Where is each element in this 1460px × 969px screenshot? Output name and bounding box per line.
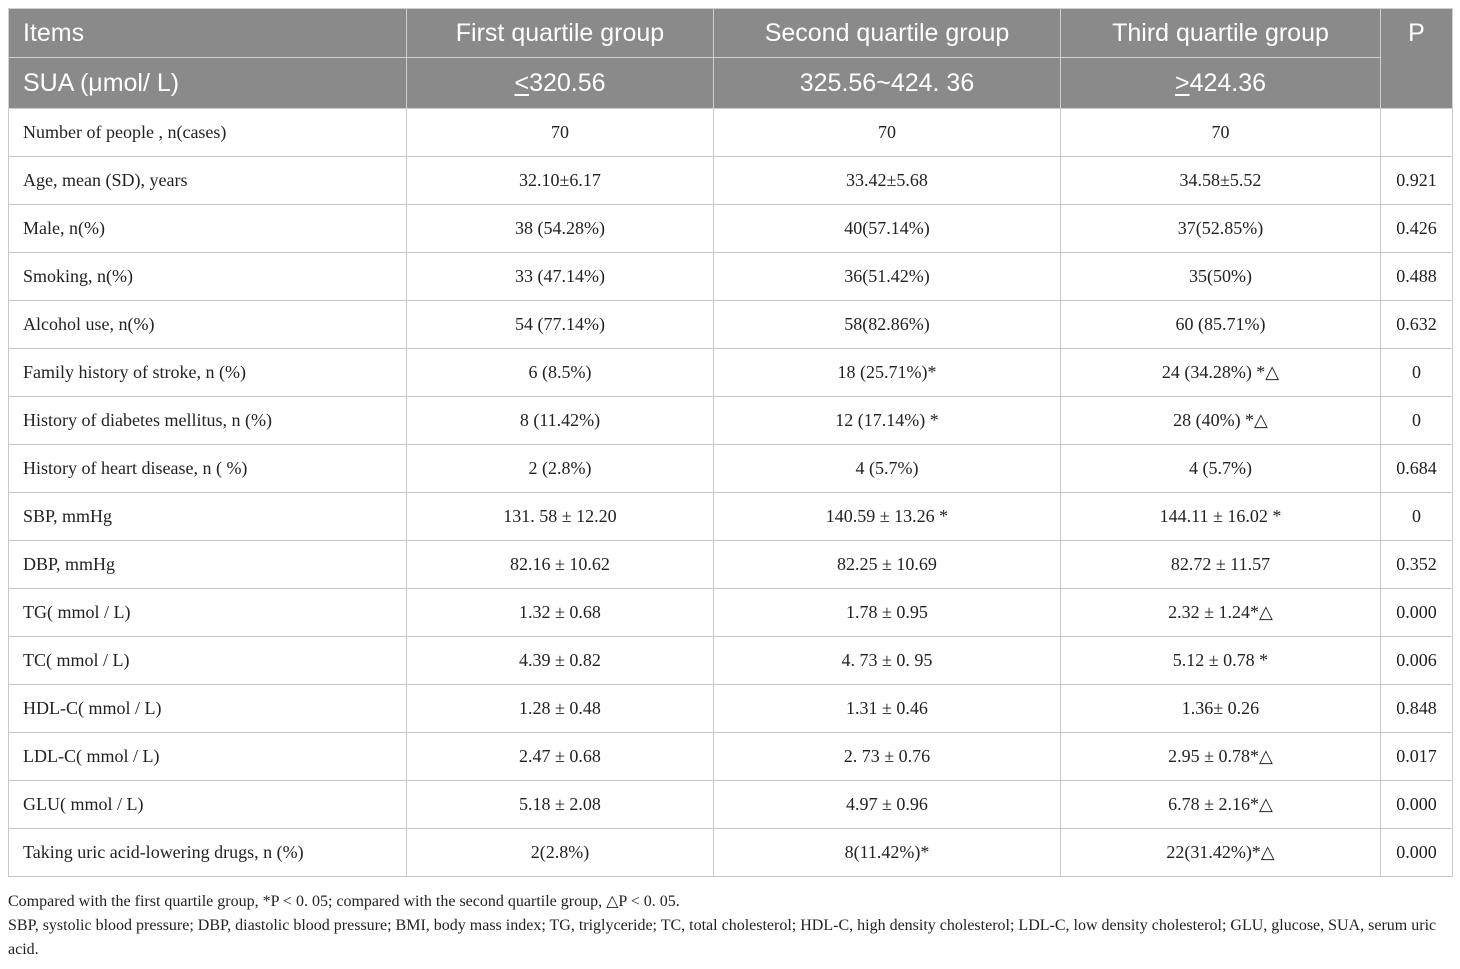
- header-sua-row: [9, 58, 1453, 109]
- first-quartile-cell: 82.16 ± 10.62: [407, 541, 714, 589]
- row-label: TG( mmol / L): [9, 589, 407, 637]
- row-label: History of heart disease, n ( %): [9, 445, 407, 493]
- table-row: [9, 781, 1453, 829]
- first-quartile-cell: 2 (2.8%): [407, 445, 714, 493]
- second-quartile-cell: 58(82.86%): [714, 301, 1061, 349]
- row-label: Alcohol use, n(%): [9, 301, 407, 349]
- header-first-quartile: First quartile group: [407, 9, 714, 58]
- table-footnotes: [8, 890, 1454, 962]
- ge-symbol: >: [1174, 68, 1190, 97]
- p-value-cell: 0.848: [1381, 685, 1453, 733]
- second-quartile-cell: 12 (17.14%) *: [714, 397, 1061, 445]
- p-value-cell: 0.426: [1381, 205, 1453, 253]
- table-row: [9, 349, 1453, 397]
- third-quartile-cell: 5.12 ± 0.78 *: [1061, 637, 1381, 685]
- header-sua-label: SUA (μmol/ L): [9, 58, 407, 109]
- row-label: Male, n(%): [9, 205, 407, 253]
- first-quartile-cell: 1.28 ± 0.48: [407, 685, 714, 733]
- p-value-cell: 0.632: [1381, 301, 1453, 349]
- third-quartile-cell: 6.78 ± 2.16*△: [1061, 781, 1381, 829]
- row-label: Taking uric acid-lowering drugs, n (%): [9, 829, 407, 877]
- table-row: [9, 541, 1453, 589]
- header-sua-second: 325.56~424. 36: [714, 58, 1061, 109]
- header-p: P: [1381, 9, 1453, 109]
- header-third-quartile: Third quartile group: [1061, 9, 1381, 58]
- table-row: [9, 733, 1453, 781]
- second-quartile-cell: 140.59 ± 13.26 *: [714, 493, 1061, 541]
- p-value-cell: 0.684: [1381, 445, 1453, 493]
- first-quartile-cell: 32.10±6.17: [407, 157, 714, 205]
- second-quartile-cell: 1.31 ± 0.46: [714, 685, 1061, 733]
- header-sua-third: [1061, 58, 1381, 109]
- header-items: Items: [9, 9, 407, 58]
- data-table-container: [8, 8, 1452, 877]
- third-quartile-cell: 2.32 ± 1.24*△: [1061, 589, 1381, 637]
- table-row: [9, 205, 1453, 253]
- first-quartile-cell: 54 (77.14%): [407, 301, 714, 349]
- third-quartile-cell: 24 (34.28%) *△: [1061, 349, 1381, 397]
- second-quartile-cell: 4 (5.7%): [714, 445, 1061, 493]
- third-quartile-cell: 34.58±5.52: [1061, 157, 1381, 205]
- second-quartile-cell: 33.42±5.68: [714, 157, 1061, 205]
- table-row: [9, 397, 1453, 445]
- row-label: Age, mean (SD), years: [9, 157, 407, 205]
- third-quartile-cell: 82.72 ± 11.57: [1061, 541, 1381, 589]
- second-quartile-cell: 1.78 ± 0.95: [714, 589, 1061, 637]
- first-quartile-cell: 6 (8.5%): [407, 349, 714, 397]
- footnote-significance: Compared with the first quartile group, *P < 0. 05; compared with the second quartile group, △P < 0. 05.: [8, 893, 680, 910]
- third-quartile-cell: 70: [1061, 109, 1381, 157]
- p-value-cell: 0.006: [1381, 637, 1453, 685]
- header-row: [9, 9, 1453, 58]
- second-quartile-cell: 4. 73 ± 0. 95: [714, 637, 1061, 685]
- row-label: HDL-C( mmol / L): [9, 685, 407, 733]
- p-value-cell: 0.000: [1381, 589, 1453, 637]
- third-quartile-cell: 28 (40%) *△: [1061, 397, 1381, 445]
- row-label: TC( mmol / L): [9, 637, 407, 685]
- data-table: [8, 8, 1453, 877]
- table-row: [9, 589, 1453, 637]
- table-row: [9, 829, 1453, 877]
- row-label: LDL-C( mmol / L): [9, 733, 407, 781]
- footnote-abbreviations: SBP, systolic blood pressure; DBP, diastolic blood pressure; BMI, body mass index; TG, triglyceride; TC, total cholesterol; HDL-C, high density cholesterol; LDL-C, low density cholesterol; GLU, glucose, SUA, serum uric acid.: [8, 917, 1437, 958]
- p-value-cell: 0: [1381, 397, 1453, 445]
- third-quartile-cell: 22(31.42%)*△: [1061, 829, 1381, 877]
- p-value-cell: 0: [1381, 493, 1453, 541]
- row-label: SBP, mmHg: [9, 493, 407, 541]
- p-value-cell: 0.488: [1381, 253, 1453, 301]
- first-quartile-cell: 8 (11.42%): [407, 397, 714, 445]
- row-label: DBP, mmHg: [9, 541, 407, 589]
- sua-third-value: 424.36: [1189, 68, 1267, 97]
- table-row: [9, 637, 1453, 685]
- first-quartile-cell: 5.18 ± 2.08: [407, 781, 714, 829]
- table-row: [9, 445, 1453, 493]
- second-quartile-cell: 18 (25.71%)*: [714, 349, 1061, 397]
- table-row: [9, 493, 1453, 541]
- row-label: Family history of stroke, n (%): [9, 349, 407, 397]
- first-quartile-cell: 131. 58 ± 12.20: [407, 493, 714, 541]
- row-label: GLU( mmol / L): [9, 781, 407, 829]
- third-quartile-cell: 144.11 ± 16.02 *: [1061, 493, 1381, 541]
- second-quartile-cell: 82.25 ± 10.69: [714, 541, 1061, 589]
- first-quartile-cell: 2.47 ± 0.68: [407, 733, 714, 781]
- header-second-quartile: Second quartile group: [714, 9, 1061, 58]
- third-quartile-cell: 1.36± 0.26: [1061, 685, 1381, 733]
- second-quartile-cell: 2. 73 ± 0.76: [714, 733, 1061, 781]
- second-quartile-cell: 4.97 ± 0.96: [714, 781, 1061, 829]
- first-quartile-cell: 2(2.8%): [407, 829, 714, 877]
- second-quartile-cell: 36(51.42%): [714, 253, 1061, 301]
- header-sua-first: [407, 58, 714, 109]
- row-label: Smoking, n(%): [9, 253, 407, 301]
- first-quartile-cell: 4.39 ± 0.82: [407, 637, 714, 685]
- sua-first-value: 320.56: [529, 68, 606, 97]
- p-value-cell: 0.017: [1381, 733, 1453, 781]
- first-quartile-cell: 1.32 ± 0.68: [407, 589, 714, 637]
- p-value-cell: [1381, 109, 1453, 157]
- table-row: [9, 301, 1453, 349]
- third-quartile-cell: 60 (85.71%): [1061, 301, 1381, 349]
- table-row: [9, 109, 1453, 157]
- row-label: History of diabetes mellitus, n (%): [9, 397, 407, 445]
- p-value-cell: 0.352: [1381, 541, 1453, 589]
- le-symbol: <: [514, 68, 530, 97]
- first-quartile-cell: 33 (47.14%): [407, 253, 714, 301]
- first-quartile-cell: 70: [407, 109, 714, 157]
- third-quartile-cell: 4 (5.7%): [1061, 445, 1381, 493]
- p-value-cell: 0.921: [1381, 157, 1453, 205]
- table-body: [9, 109, 1453, 877]
- second-quartile-cell: 70: [714, 109, 1061, 157]
- p-value-cell: 0.000: [1381, 829, 1453, 877]
- third-quartile-cell: 35(50%): [1061, 253, 1381, 301]
- row-label: Number of people , n(cases): [9, 109, 407, 157]
- first-quartile-cell: 38 (54.28%): [407, 205, 714, 253]
- table-row: [9, 253, 1453, 301]
- third-quartile-cell: 37(52.85%): [1061, 205, 1381, 253]
- p-value-cell: 0: [1381, 349, 1453, 397]
- third-quartile-cell: 2.95 ± 0.78*△: [1061, 733, 1381, 781]
- table-row: [9, 157, 1453, 205]
- table-row: [9, 685, 1453, 733]
- second-quartile-cell: 8(11.42%)*: [714, 829, 1061, 877]
- p-value-cell: 0.000: [1381, 781, 1453, 829]
- second-quartile-cell: 40(57.14%): [714, 205, 1061, 253]
